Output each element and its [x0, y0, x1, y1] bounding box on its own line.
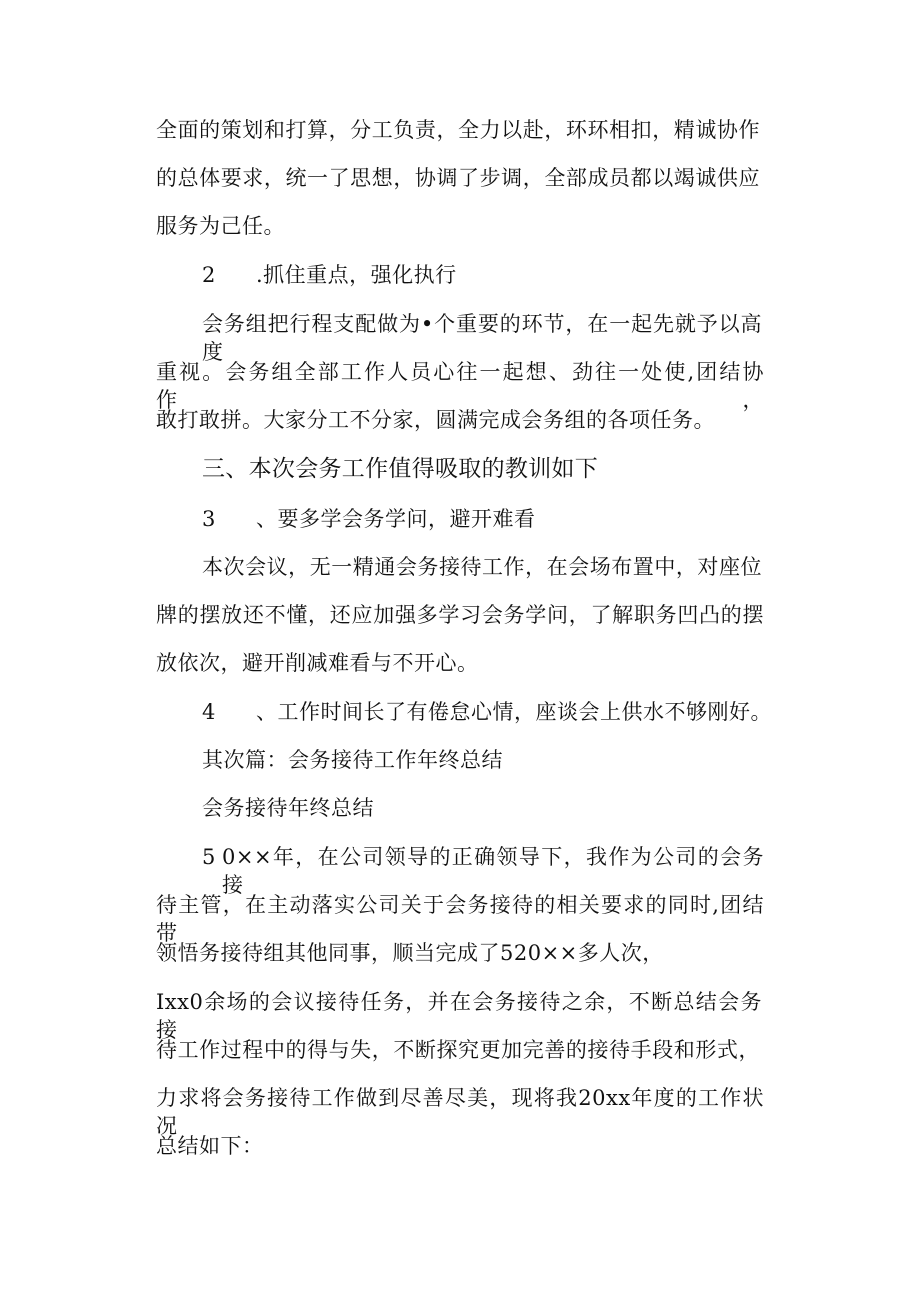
part-title: 其次篇：会务接待工作年终总结 [202, 748, 503, 772]
paragraph-line: 放依次，避开削减难看与不开心。 [156, 651, 479, 675]
list-item-number: 3 [202, 507, 216, 531]
paragraph-line: 待工作过程中的得与失，不断探究更加完善的接待手段和形式， [156, 1038, 760, 1062]
list-item-number: 4 [202, 700, 216, 724]
paragraph-line: 服务为己任。 [156, 214, 285, 238]
paragraph-line: 会务组把行程支配做为•个重要的环节，在一起先就予以高度 [202, 312, 762, 364]
list-item-number: 2 [202, 263, 216, 287]
paragraph-number: 5 [202, 845, 216, 869]
paragraph-line: 敢打敢拼。大家分工不分家，圆满完成会务组的各项任务。 [156, 408, 715, 432]
paragraph-line: 领悟务接待组其他同事，顺当完成了520××多人次， [156, 941, 664, 965]
paragraph-line: 待主管，在主动落实公司关于会务接待的相关要求的同时,团结带 [156, 893, 764, 945]
section-heading: 三、本次会务工作值得吸取的教训如下 [202, 456, 599, 482]
list-item-heading: 、工作时间长了有倦怠心情，座谈会上供水不够刚好。 [256, 700, 772, 724]
paragraph-line: 全面的策划和打算，分工负责，全力以赴，环环相扣，精诚协作 [156, 118, 760, 142]
list-item-heading: 、要多学会务学问，避开难看 [256, 507, 536, 531]
paragraph-line: Ixx0余场的会议接待任务，并在会务接待之余，不断总结会务接 [156, 990, 762, 1042]
paragraph-line: 总结如下： [156, 1134, 264, 1158]
paragraph-line: 力求将会务接待工作做到尽善尽美，现将我20xx年度的工作状况 [156, 1086, 764, 1138]
paragraph-line: 的总体要求，统一了思想，协调了步调，全部成员都以竭诚供应 [156, 166, 760, 190]
paragraph-line: 重视。会务组全部工作人员心往一起想、劲往一处使,团结协作， [156, 360, 764, 412]
list-item-heading: .抓住重点，强化执行 [256, 263, 457, 287]
paragraph-line: 本次会议，无一精通会务接待工作，在会场布置中，对座位 [202, 555, 762, 579]
paragraph-line: 0××年，在公司领导的正确领导下，我作为公司的会务接 [222, 845, 764, 897]
paragraph-line: 牌的摆放还不懂，还应加强多学习会务学问，了解职务凹凸的摆 [156, 603, 764, 627]
part-subtitle: 会务接待年终总结 [202, 796, 374, 820]
